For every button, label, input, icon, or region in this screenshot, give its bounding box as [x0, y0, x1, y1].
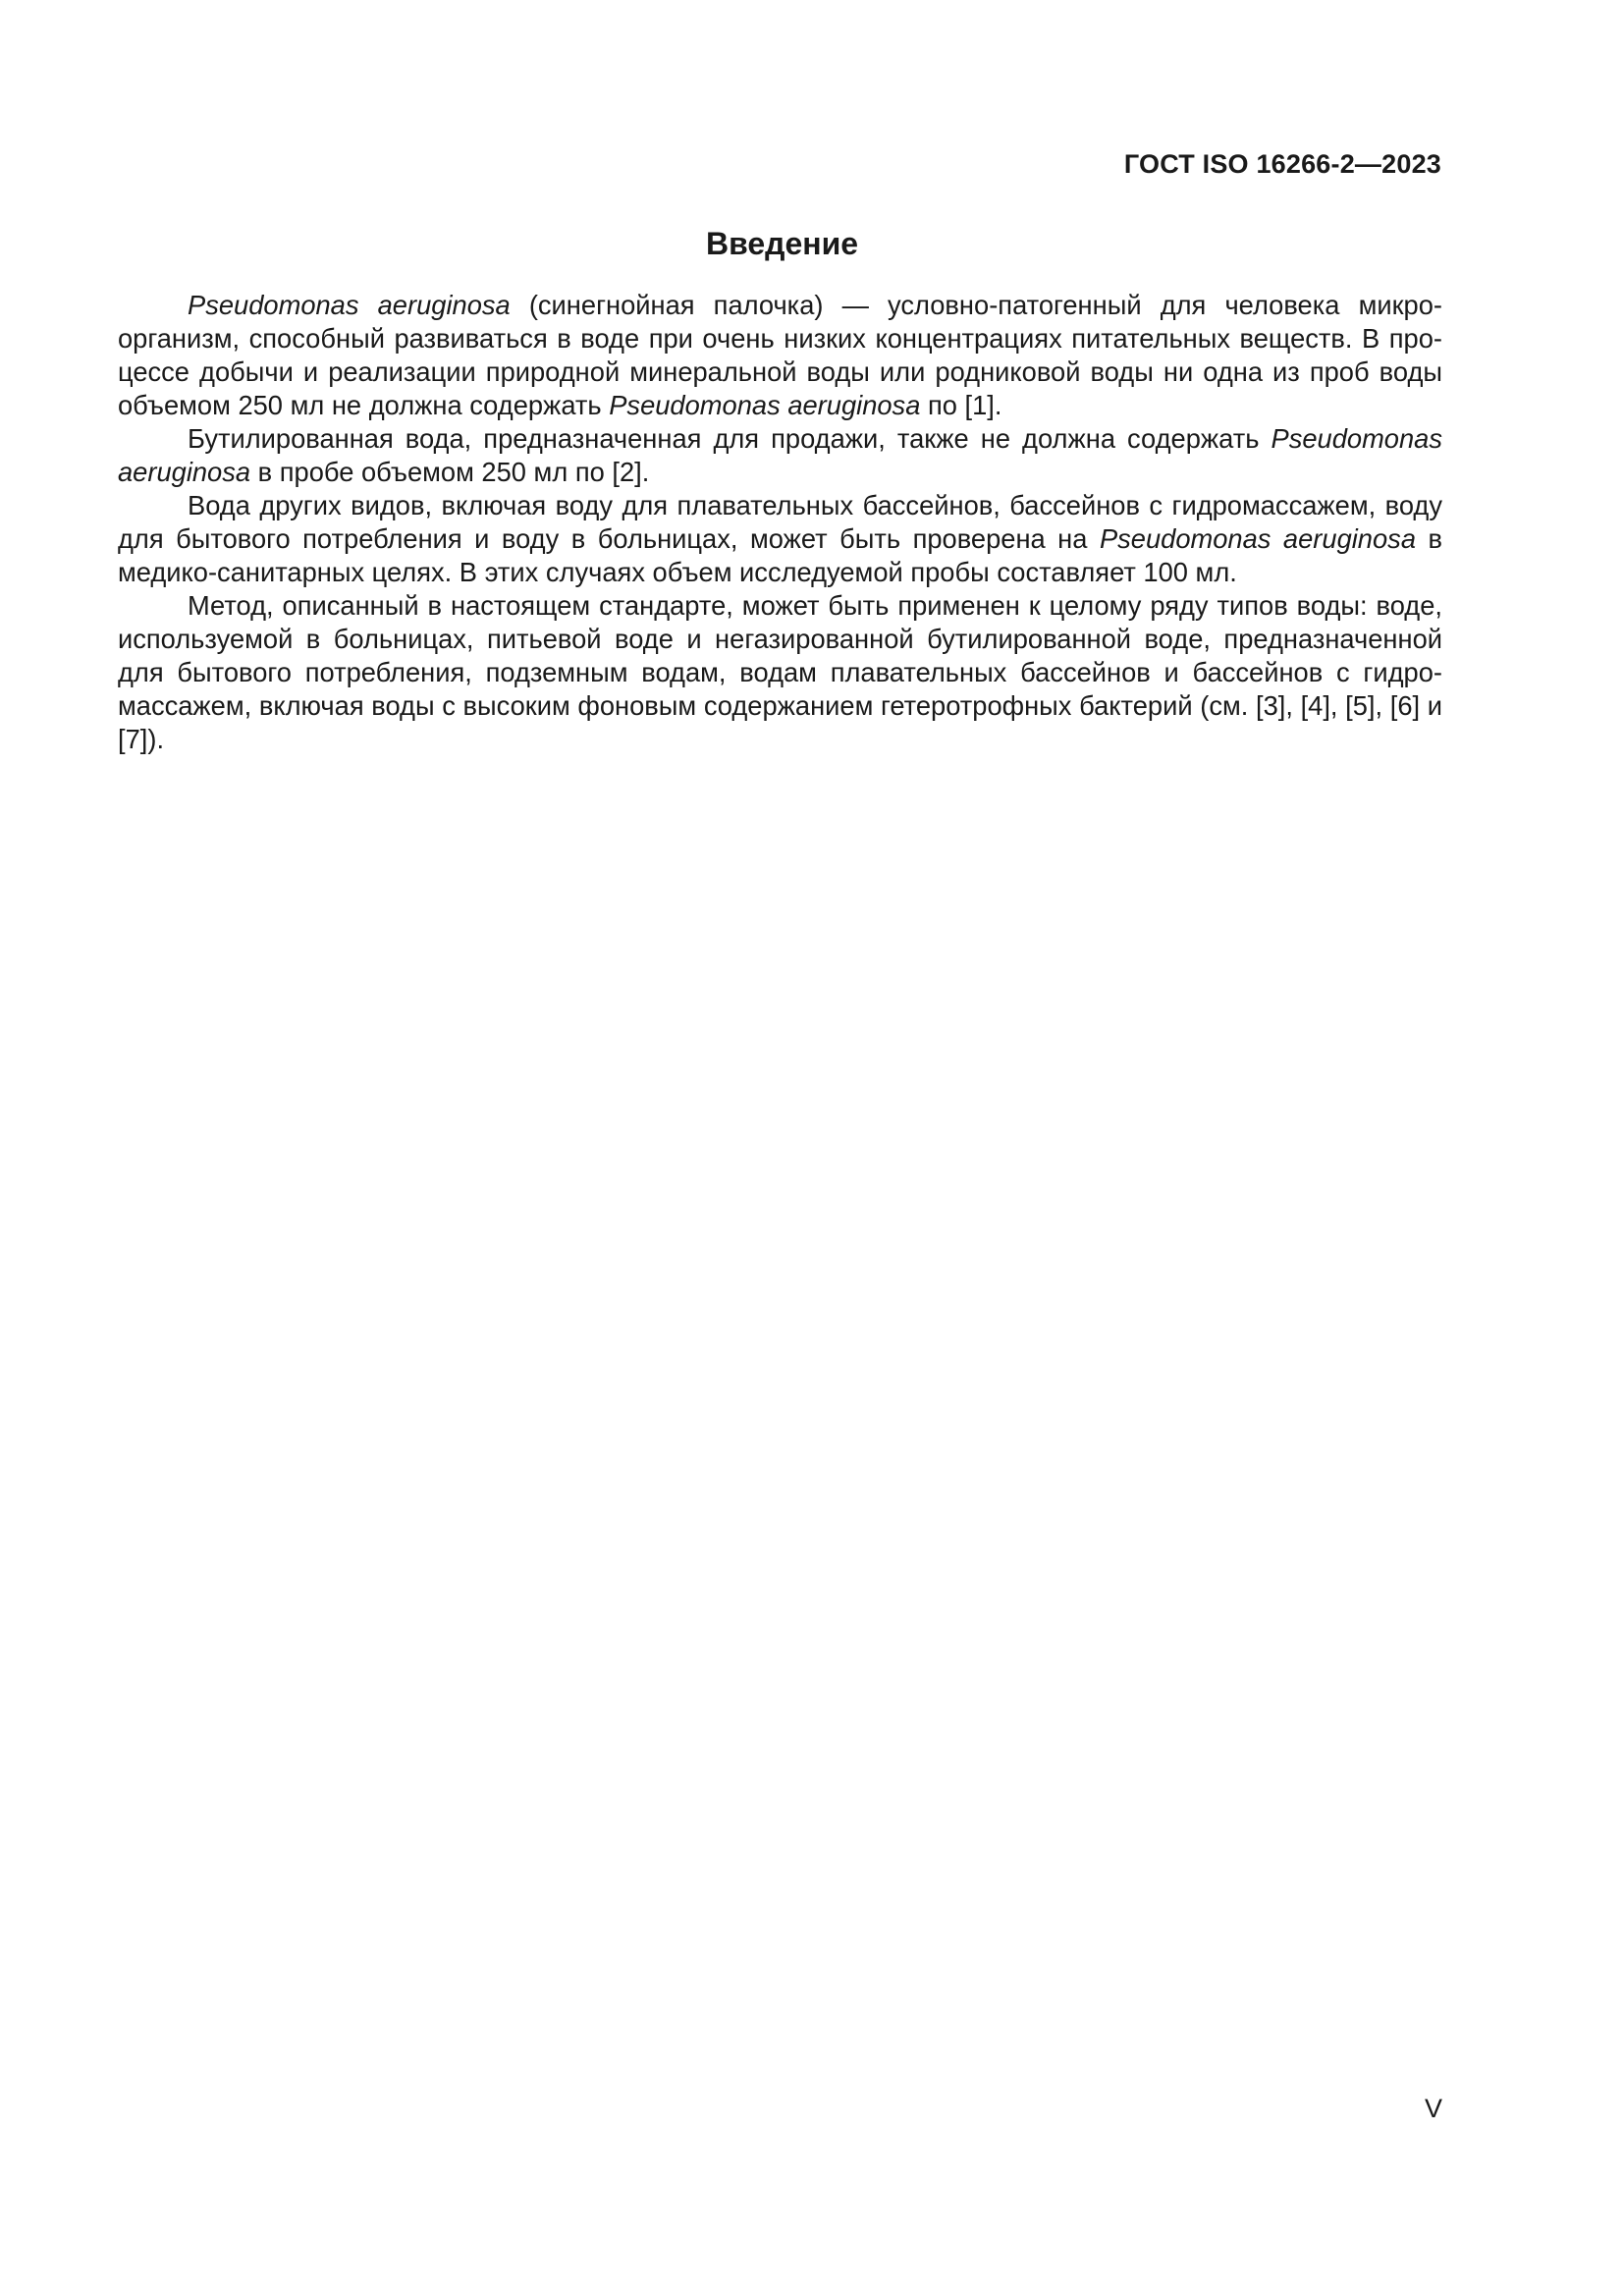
species-name: Pseudomonas aeruginosa	[188, 290, 511, 320]
paragraph-text: в пробе объемом 250 мл по [2].	[250, 457, 650, 487]
section-title: Введение	[705, 226, 859, 261]
paragraph-text: Метод, описанный в настоящем стандарте, может быть применен к целому ряду типов воды: воде, используемой в больницах, питьевой воде и негазированной бутилированной воде, предназначенной для бытового потребления, подземным водам, водам плавательных бассейнов и бассейнов с гидромассажем, включая воды с высоким фоновым содержанием гетеротрофных бактерий (см. [3], [4], [5], [6] и [7]).	[118, 590, 1442, 754]
paragraph-text: Бутилированная вода, предназначенная для продажи, также не должна содержать	[188, 423, 1271, 454]
paragraph-other-waters	[118, 489, 1442, 589]
introduction-body	[118, 289, 1442, 756]
page-number: V	[1424, 2094, 1442, 2123]
paragraph-text: по [1].	[920, 390, 1002, 420]
paragraph-method-scope	[118, 589, 1442, 756]
paragraph-organism-description	[118, 289, 1442, 422]
species-name: Pseudomonas aeruginosa	[1099, 523, 1417, 554]
paragraph-text: Вода других видов, включая воду для плавательных бассейнов, бассейнов с гидромассажем, воду для бытового потребления и воду в больницах, может быть проверена на	[118, 490, 1442, 554]
paragraph-text: в медико-санитарных целях. В этих случаях объем исследуемой пробы составляет 100 мл.	[118, 523, 1443, 587]
paragraph-text: (синегнойная палочка) — условно-патогенный для человека микроорганизм, способный развиваться в воде при очень низких концентрациях питательных веществ. В процессе добычи и реализации природной минеральной воды или родниковой воды ни одна из проб воды объемом 250 мл не должна содержать	[118, 290, 1442, 420]
paragraph-bottled-water	[118, 422, 1442, 489]
species-name: Pseudomonas aeruginosa	[609, 390, 921, 420]
document-designation: ГОСТ ISO 16266-2—2023	[1123, 149, 1441, 179]
species-name: Pseudomonas aeruginosa	[118, 423, 1442, 487]
